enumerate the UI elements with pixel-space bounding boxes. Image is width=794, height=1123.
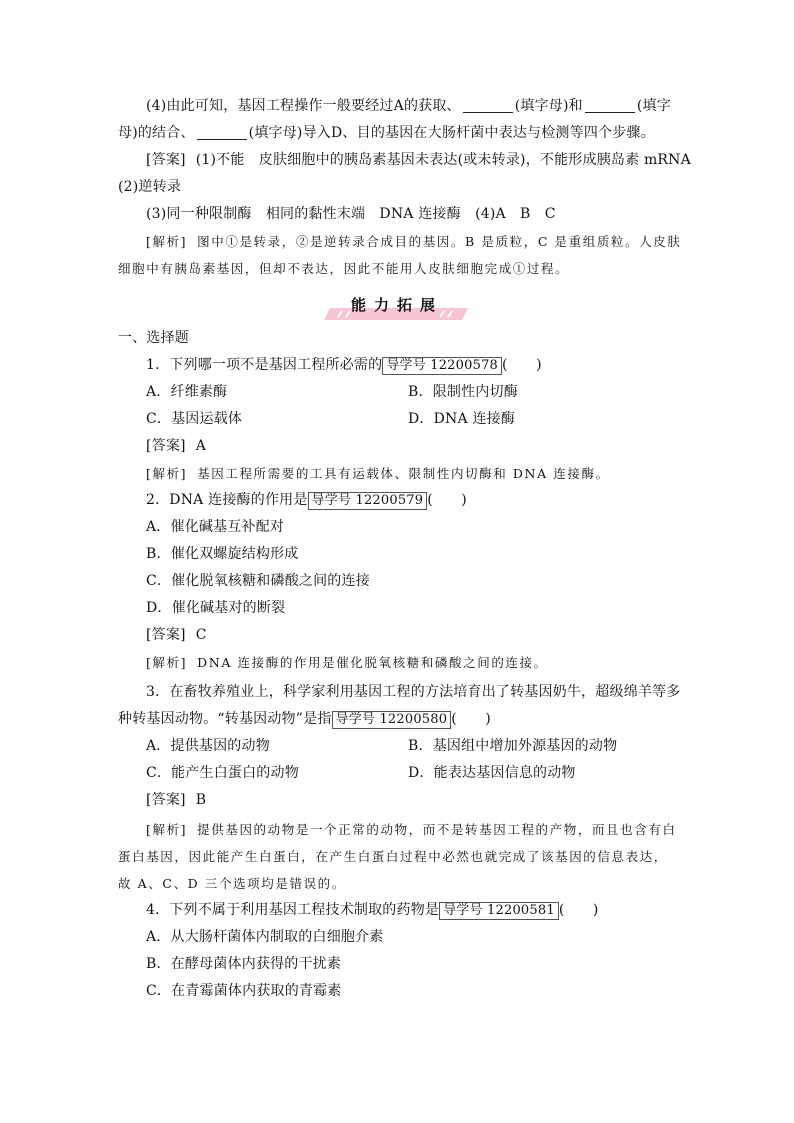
question-stem: 3．在畜牧养殖业上，科学家利用基因工程的方法培育出了转基因奶牛，超级绵羊等多 bbox=[146, 684, 681, 700]
question-3-analysis bbox=[146, 816, 686, 843]
question-1-options-row bbox=[146, 406, 686, 433]
analysis-text: 提供基因的动物是一个正常的动物，而不是转基因工程的产物，而且也含有白 bbox=[197, 822, 677, 837]
answer-text: A bbox=[195, 438, 207, 454]
answer-line bbox=[146, 147, 691, 174]
option-text: D．催化碱基对的断裂 bbox=[146, 600, 286, 616]
option-a: A．纤维素酶 bbox=[146, 384, 228, 400]
question-1-answer bbox=[146, 433, 686, 460]
question-3-stem bbox=[118, 706, 678, 733]
option-text: A．从大肠杆菌体内制取的白细胞介素 bbox=[146, 929, 384, 945]
answer-line bbox=[146, 201, 686, 228]
question-1-stem bbox=[146, 352, 686, 379]
fill-blank bbox=[585, 96, 635, 113]
question-4-stem bbox=[146, 897, 686, 924]
answer-tag: [答案] bbox=[146, 627, 186, 643]
guide-number: 导学号 12200580 bbox=[332, 711, 452, 729]
question-stem: 1．下列哪一项不是基因工程所必需的 bbox=[146, 357, 383, 373]
guide-number: 导学号 12200579 bbox=[308, 492, 428, 510]
option-d: D．能表达基因信息的动物 bbox=[408, 765, 576, 781]
answer-paren: ( ) bbox=[451, 711, 491, 727]
answer-text: C bbox=[195, 627, 207, 643]
option-a: A．提供基因的动物 bbox=[146, 738, 270, 754]
option-b: B．基因组中增加外源基因的动物 bbox=[408, 738, 618, 754]
guide-number: 导学号 12200581 bbox=[439, 902, 559, 920]
question-2-stem bbox=[146, 487, 686, 514]
guide-number: 导学号 12200578 bbox=[382, 357, 502, 375]
question-1-analysis bbox=[146, 460, 686, 487]
question-3-answer bbox=[146, 787, 686, 814]
part-heading bbox=[118, 325, 678, 352]
option-text: C．催化脱氧核糖和磷酸之间的连接 bbox=[146, 573, 370, 589]
question-stem: 2．DNA 连接酶的作用是 bbox=[146, 492, 308, 508]
analysis-tag: [解析] bbox=[146, 234, 188, 249]
question-stem: 4．下列不属于利用基因工程技术制取的药物是 bbox=[146, 902, 440, 918]
q4-text: (4)由此可知，基因工程操作一般要经过A的获取、 bbox=[146, 98, 461, 114]
answer-tag: [答案] bbox=[146, 438, 186, 454]
q4-text: (填字母)导入D、目的基因在大肠杆菌中表达与检测等四个步骤。 bbox=[248, 125, 655, 141]
q4-text: 母)的结合、 bbox=[118, 125, 195, 141]
option-c: C．基因运载体 bbox=[146, 411, 243, 427]
question-stem: 种转基因动物。“转基因动物”是指 bbox=[118, 711, 332, 727]
answer-tag: [答案] bbox=[146, 792, 186, 808]
question-3-stem bbox=[146, 679, 686, 706]
analysis-line bbox=[146, 228, 686, 255]
section-title: 能力拓展 bbox=[350, 296, 443, 314]
question-3-analysis bbox=[118, 870, 678, 897]
question-2-answer bbox=[146, 622, 686, 649]
analysis-text: 细胞中有胰岛素基因，但却不表达，因此不能用人皮肤细胞完成①过程。 bbox=[118, 261, 570, 276]
option-text: B．在酵母菌体内获得的干扰素 bbox=[146, 956, 342, 972]
q4-line-2 bbox=[118, 120, 678, 147]
option-text: A．催化碱基互补配对 bbox=[146, 519, 285, 535]
option-a bbox=[146, 924, 686, 951]
answer-text: (3)同一种限制酶 相同的黏性末端 DNA 连接酶 (4)A B C bbox=[146, 206, 556, 222]
analysis-tag: [解析] bbox=[146, 466, 188, 481]
option-text: B．催化双螺旋结构形成 bbox=[146, 546, 299, 562]
analysis-text: 故 A、C、D 三个选项均是错误的。 bbox=[118, 876, 346, 891]
option-d bbox=[146, 595, 686, 622]
q4-text: (填字 bbox=[636, 98, 671, 114]
answer-line bbox=[118, 174, 678, 201]
option-c bbox=[146, 978, 686, 1005]
analysis-tag: [解析] bbox=[146, 822, 188, 837]
answer-text: B bbox=[195, 792, 207, 808]
answer-paren: ( ) bbox=[558, 902, 599, 918]
analysis-text: DNA 连接酶的作用是催化脱氧核糖和磷酸之间的连接。 bbox=[197, 655, 548, 670]
analysis-text: 蛋白基因，因此能产生白蛋白，在产生白蛋白过程中必然也就完成了该基因的信息表达， bbox=[118, 849, 668, 864]
answer-text: (2)逆转录 bbox=[118, 179, 182, 195]
question-3-analysis bbox=[118, 843, 678, 870]
question-3-options-row bbox=[146, 733, 686, 760]
answer-text: (1)不能 皮肤细胞中的胰岛素基因未表达(或未转录)，不能形成胰岛素 mRNA bbox=[195, 152, 691, 168]
option-c: C．能产生白蛋白的动物 bbox=[146, 765, 299, 781]
option-b bbox=[146, 951, 686, 978]
answer-paren: ( ) bbox=[502, 357, 542, 373]
option-b: B．限制性内切酶 bbox=[408, 384, 518, 400]
answer-paren: ( ) bbox=[427, 492, 467, 508]
option-c bbox=[146, 568, 686, 595]
fill-blank bbox=[197, 123, 247, 140]
analysis-tag: [解析] bbox=[146, 655, 188, 670]
analysis-line bbox=[118, 255, 678, 282]
question-2-analysis bbox=[146, 649, 686, 676]
option-b bbox=[146, 541, 686, 568]
q4-line-1 bbox=[146, 93, 686, 120]
question-1-options-row bbox=[146, 379, 686, 406]
question-3-options-row bbox=[146, 760, 686, 787]
section-banner bbox=[320, 294, 474, 324]
option-a bbox=[146, 514, 686, 541]
option-text: C．在青霉菌体内获取的青霉素 bbox=[146, 983, 342, 999]
part-heading-text: 一、选择题 bbox=[118, 330, 189, 346]
answer-tag: [答案] bbox=[146, 152, 186, 168]
option-d: D．DNA 连接酶 bbox=[408, 411, 516, 427]
analysis-text: 基因工程所需要的工具有运载体、限制性内切酶和 DNA 连接酶。 bbox=[197, 466, 610, 481]
fill-blank bbox=[463, 96, 513, 113]
q4-text: (填字母)和 bbox=[514, 98, 583, 114]
analysis-text: 图中①是转录，②是逆转录合成目的基因。B 是质粒，C 是重组质粒。人皮肤 bbox=[197, 234, 682, 249]
